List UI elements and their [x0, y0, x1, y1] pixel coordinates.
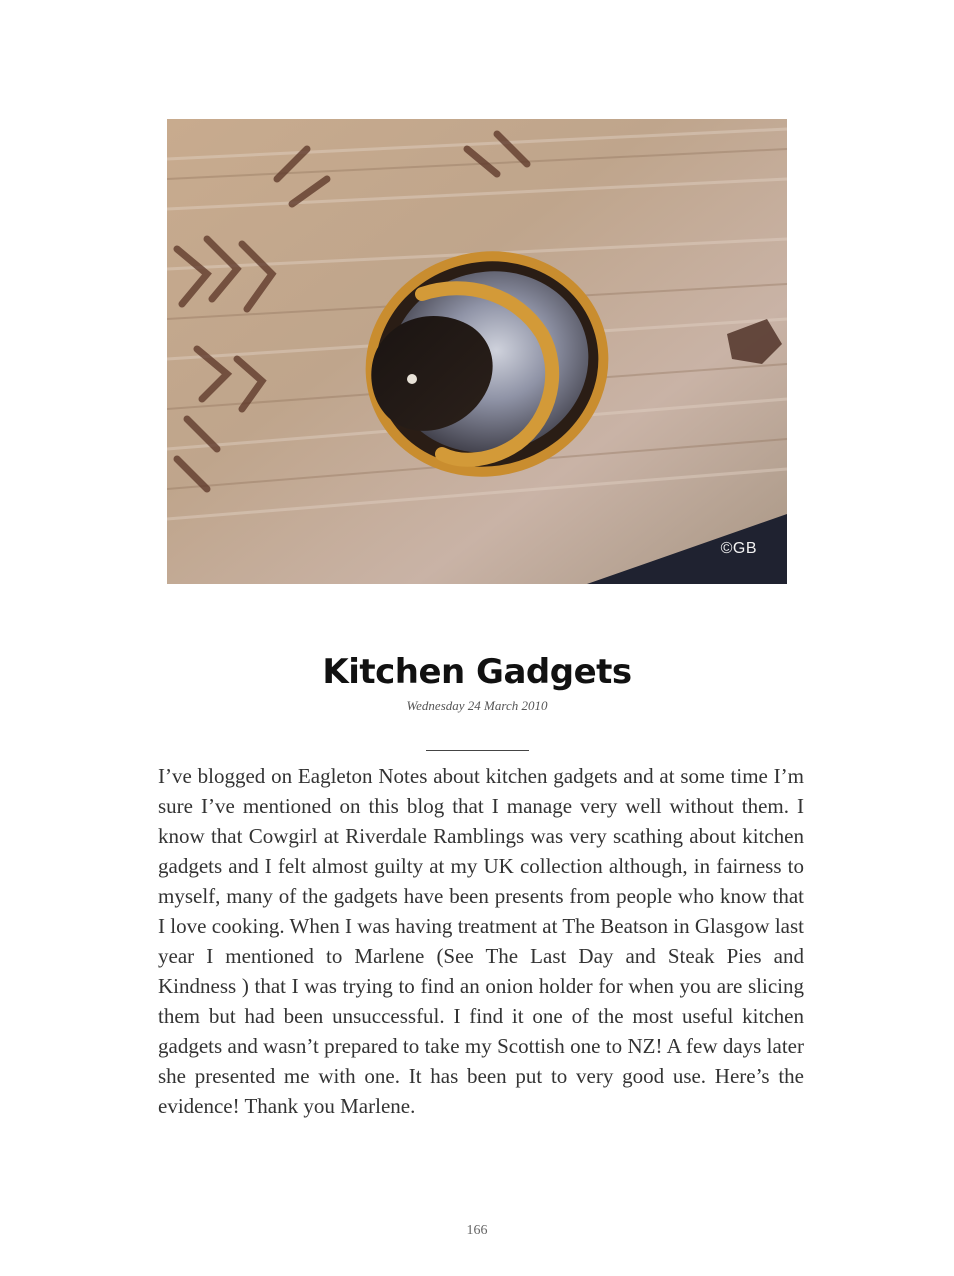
post-date: Wednesday 24 March 2010	[406, 698, 548, 713]
photo-credit: ©GB	[720, 540, 757, 557]
moth-eyespot-photo	[167, 119, 787, 584]
article-body: I’ve blogged on Eagleton Notes about kitchen gadgets and at some time I’m sure I’ve mentioned on this blog that I manage very well without them. I know that Cowgirl at Riverdale Ramblings was very scathing about kitchen gadgets and I felt almost guilty at my UK collection although, in fairness to myself, many of the gadgets have been presents from people who know that I love cooking. When I was having treatment at The Beatson in Glasgow last year I mentioned to Marlene (See The Last Day and Steak Pies and Kindness ) that I was trying to find an onion holder for when you are slicing them but had been unsuccessful. I find it one of the most useful kitchen gadgets and wasn’t prepared to take my Scottish one to NZ! A few days later she presented me with one. It has been put to very good use. Here’s the evidence! Thank you Marlene.	[158, 764, 804, 1118]
page-title: Kitchen Gadgets	[322, 652, 632, 692]
moth-wing-illustration	[167, 119, 787, 584]
page-number: 166	[466, 1223, 488, 1238]
title-divider	[426, 750, 529, 751]
